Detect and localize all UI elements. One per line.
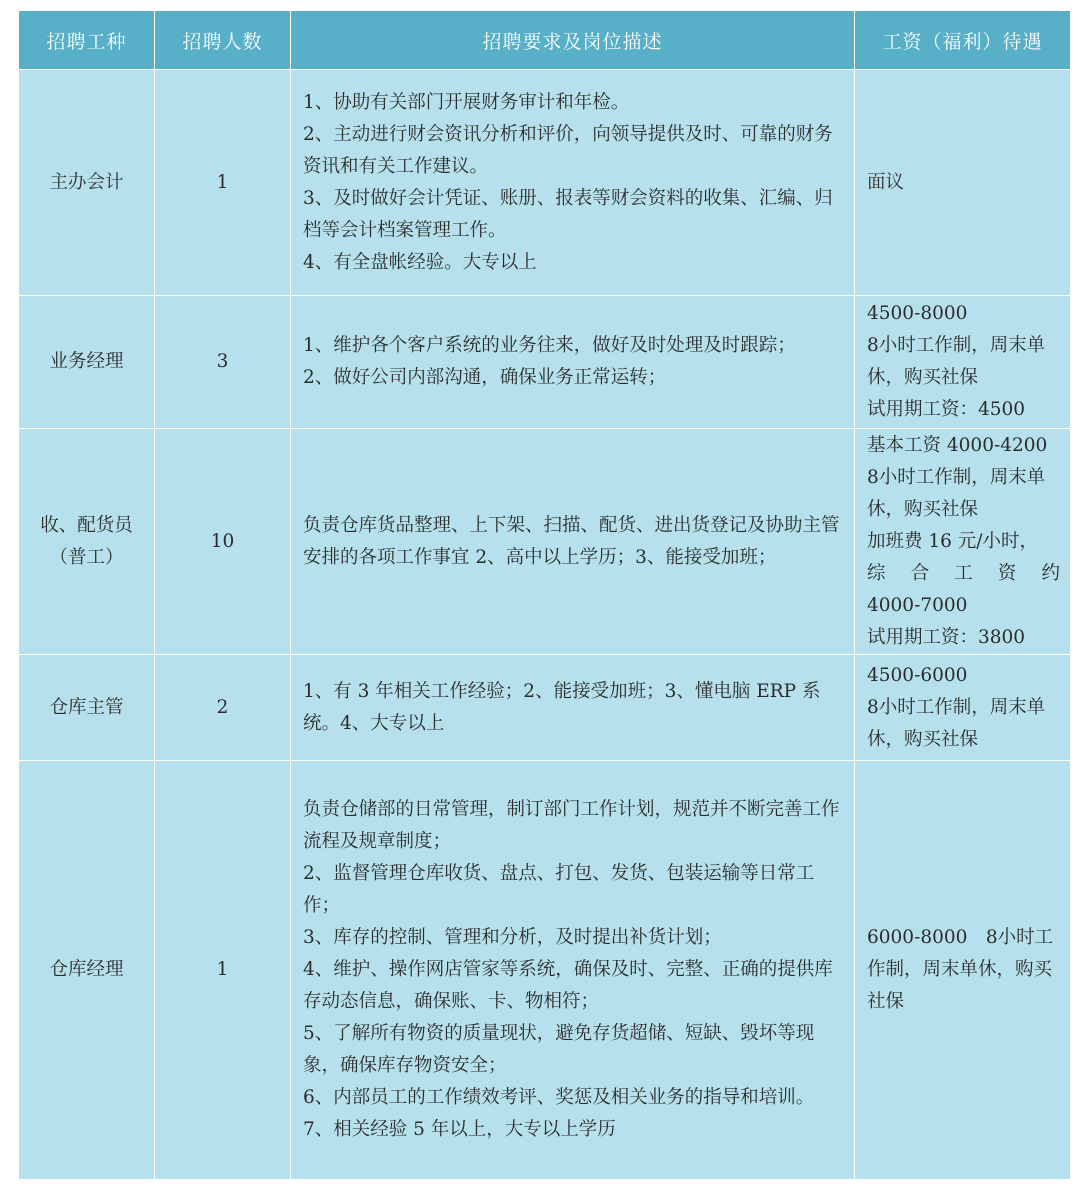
header-headcount: 招聘人数 [155,11,291,70]
job-type-cell [19,70,155,296]
job-type-cell [19,296,155,429]
description-cell [291,655,855,761]
headcount-cell: 2 [155,655,291,761]
salary-cell [855,655,1071,761]
description-cell [291,429,855,655]
salary-line: 试用期工资：4500 [867,399,1026,420]
description-cell [291,761,855,1180]
salary-cell [855,429,1071,655]
headcount-cell: 1 [155,70,291,296]
salary-line: 面议 [867,171,905,193]
job-type-text: 仓库经理 [49,959,124,980]
description-cell [291,70,855,296]
headcount-cell: 10 [155,429,291,655]
job-type-text: 业务经理 [49,351,124,372]
headcount-cell: 1 [155,761,291,1180]
description-line: 4、维护、操作网店管家等系统，确保及时、完整、正确的提供库存动态信息，确保账、卡、物相符； [303,959,833,1012]
salary-cell [855,296,1071,429]
salary-line: 加班费 16 元/小时， [867,530,1039,552]
salary-line: 8小时工作制，周末单休，购买社保 [867,335,1046,388]
job-type-text: （普工） [49,546,124,568]
salary-line: 试用期工资：3800 [867,626,1026,648]
description-line: 负责仓库货品整理、上下架、扫描、配货、进出货登记及协助主管安排的各项工作事宜 2、高中以上学历；3、能接受加班； [303,514,840,568]
description-line: 3、库存的控制、管理和分析，及时提出补货计划； [303,927,722,948]
salary-line: 8小时工作制，周末单休，购买社保 [867,466,1046,520]
recruitment-table [18,10,1071,1180]
table-row [19,655,1071,761]
salary-line: 基本工资 4000-4200 [867,434,1048,456]
table-row [19,761,1071,1180]
description-line: 3、及时做好会计凭证、账册、报表等财会资料的收集、汇编、归档等会计档案管理工作。 [303,187,833,241]
description-line: 2、做好公司内部沟通，确保业务正常运转； [303,367,667,388]
table-row [19,70,1071,296]
headcount-cell: 3 [155,296,291,429]
description-cell [291,296,855,429]
job-type-cell [19,761,155,1180]
description-line: 4、有全盘帐经验。大专以上 [303,251,537,273]
description-line: 2、主动进行财会资讯分析和评价，向领导提供及时、可靠的财务资讯和有关工作建议。 [303,123,833,177]
salary-line: 8小时工作制，周末单休，购买社保 [867,696,1046,750]
description-line: 1、协助有关部门开展财务审计和年检。 [303,91,630,113]
job-type-text: 主办会计 [49,171,124,193]
salary-line: 4500-8000 [867,303,968,324]
description-line: 5、了解所有物资的质量现状，避免存货超储、短缺、毁坏等现象，确保库存物资安全； [303,1023,815,1076]
description-line: 2、监督管理仓库收货、盘点、打包、发货、包装运输等日常工作； [303,863,815,916]
header-salary: 工资（福利）待遇 [855,11,1071,70]
job-type-cell [19,429,155,655]
header-job-type: 招聘工种 [19,11,155,70]
description-line: 1、维护各个客户系统的业务往来，做好及时处理及时跟踪； [303,335,796,356]
salary-line: 4000-7000 [867,594,968,616]
job-type-cell [19,655,155,761]
salary-cell [855,70,1071,296]
salary-line: 6000-8000 8小时工作制，周末单休，购买社保 [867,927,1054,1012]
table-row [19,429,1071,655]
salary-line: 综合工资约 [867,562,1060,584]
table-row [19,296,1071,429]
salary-line: 4500-6000 [867,664,968,686]
description-line: 7、相关经验 5 年以上，大专以上学历 [303,1119,616,1140]
job-type-text: 仓库主管 [49,696,124,718]
header-row [19,11,1071,70]
description-line: 6、内部员工的工作绩效考评、奖惩及相关业务的指导和培训。 [303,1087,815,1108]
job-type-text: 收、配货员 [40,514,133,536]
description-line: 1、有 3 年相关工作经验；2、能接受加班；3、懂电脑 ERP 系统。4、大专以上 [303,680,821,734]
header-requirements: 招聘要求及岗位描述 [291,11,855,70]
salary-cell [855,761,1071,1180]
description-line: 负责仓储部的日常管理，制订部门工作计划，规范并不断完善工作流程及规章制度； [303,799,840,852]
